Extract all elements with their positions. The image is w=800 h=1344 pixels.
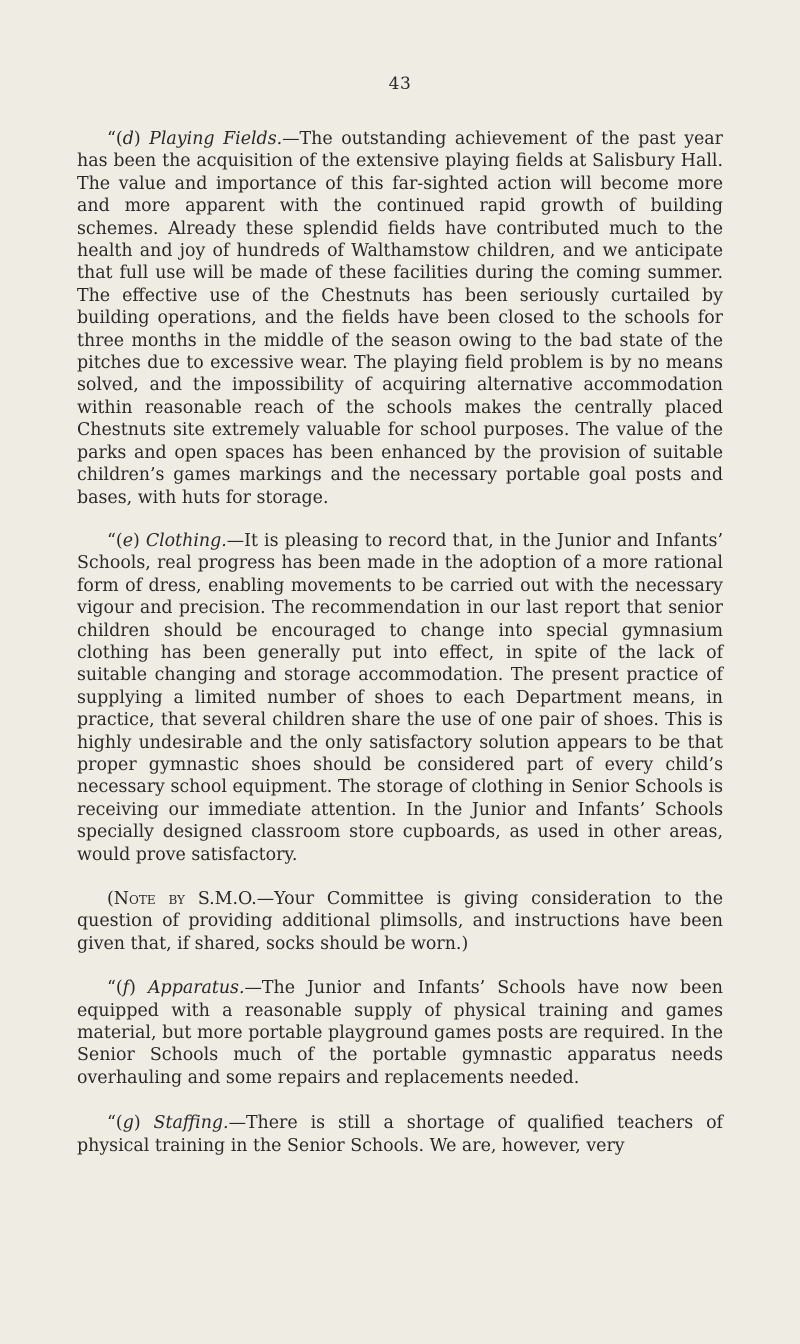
paragraph-note <box>77 888 723 955</box>
note-label: Note by <box>113 889 185 909</box>
note-body: S.M.O.—Your Committee is giving consideration to the question of providing additional plimsolls, and instructions have been given that, if shared, socks should be worn.) <box>77 889 723 954</box>
page-number: 43 <box>388 74 412 94</box>
paragraph-body: —The outstanding achievement of the past year has been the acquisition of the extensive playing fields at Salisbury Hall. The value and importance of this far-sighted action will become more and more apparent with the continued rapid growth of building schemes. Already these splendid fields have contributed much to the health and joy of hundreds of Walthamstow children, and we anticipate that full use will be made of these facilities during the coming summer. The effective use of the Chestnuts has been seriously curtailed by building operations, and the fields have been closed to the schools for three months in the middle of the season owing to the bad state of the pitches due to excessive wear. The playing field problem is by no means solved, and the impossibility of acquiring alternative accommodation within reasonable reach of the schools makes the centrally placed Chestnuts site extremely valuable for school purposes. The value of the parks and open spaces has been enhanced by the provision of suitable children’s games markings and the necessary portable goal posts and bases, with huts for storage. <box>77 129 723 508</box>
paragraph-body: —There is still a shortage of qualified teachers of physical training in the Senior Schools. We are, however, very <box>77 1113 723 1156</box>
paragraph-heading: Playing Fields. <box>149 129 283 149</box>
paragraph-open-quote: “( <box>107 1113 123 1134</box>
paragraph-letter-close: ) <box>133 1113 154 1134</box>
paragraph-staffing <box>77 1112 723 1157</box>
paragraph-letter: d <box>122 129 134 149</box>
paragraph-open-quote: “( <box>107 978 123 999</box>
paragraph-body: —The Junior and Infants’ Schools have now been equipped with a reasonable supply of physical training and games material, but more portable playground games posts are required. In the Senior Schools much of the portable gymnastic apparatus needs overhauling and some repairs and replacements needed. <box>77 978 723 1088</box>
note-open-paren: ( <box>107 889 114 909</box>
paragraph-letter: e <box>122 530 133 551</box>
paragraph-open-quote: “( <box>107 129 123 149</box>
paragraph-open-quote: “( <box>107 530 123 551</box>
paragraph-body: —It is pleasing to record that, in the Junior and Infants’ Schools, real progress has been made in the adoption of a more rational form of dress, enabling movements to be carried out with the necessary vigour and precision. The recommendation in our last report that senior children should be encouraged to change into special gymnasium clothing has been generally put into effect, in spite of the lack of suitable changing and storage accommodation. The present practice of supplying a limited number of shoes to each Department means, in practice, that several children share the use of one pair of shoes. This is highly undesirable and the only satisfactory solution appears to be that proper gymnastic shoes should be considered part of every child’s necessary school equipment. The storage of clothing in Senior Schools is receiving our immediate attention. In the Junior and Infants’ Schools specially designed classroom store cupboards, as used in other areas, would prove satisfactory. <box>77 530 723 865</box>
paragraph-playing-fields <box>77 128 723 509</box>
paragraph-letter-close: ) <box>129 978 148 999</box>
paragraph-letter: f <box>122 978 130 999</box>
paragraph-apparatus <box>77 977 723 1089</box>
paragraph-heading: Staffing. <box>153 1113 229 1134</box>
paragraph-letter: g <box>122 1113 134 1134</box>
paragraph-clothing <box>77 530 723 866</box>
paragraph-letter-close: ) <box>132 530 146 551</box>
body-text <box>77 128 723 1179</box>
paragraph-letter-close: ) <box>133 129 150 149</box>
paragraph-heading: Clothing. <box>145 530 227 551</box>
paragraph-heading: Apparatus. <box>148 978 245 999</box>
